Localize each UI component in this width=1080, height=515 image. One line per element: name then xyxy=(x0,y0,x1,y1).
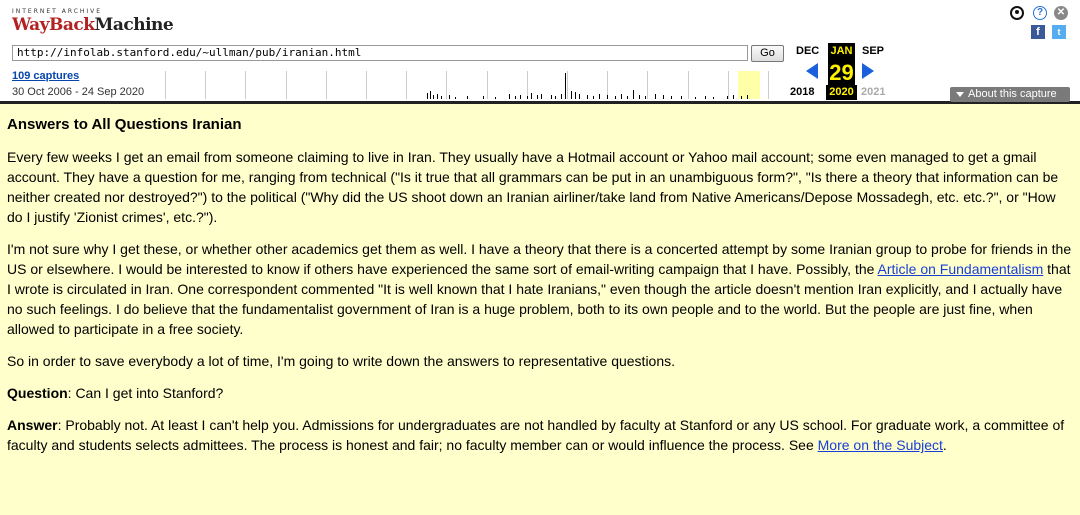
sparkline-bar xyxy=(433,95,434,99)
sparkline-bar xyxy=(575,92,576,99)
sparkline-year-divider xyxy=(326,71,327,99)
user-icon[interactable] xyxy=(1010,6,1024,20)
sparkline-year-divider xyxy=(205,71,206,99)
sparkline-bar xyxy=(537,95,538,99)
answer-1 xyxy=(7,415,1073,455)
sparkline-bar xyxy=(587,95,588,99)
sparkline-year-divider xyxy=(446,71,447,99)
sparkline-year-divider xyxy=(286,71,287,99)
sparkline-bar xyxy=(593,96,594,99)
url-input[interactable]: http://infolab.stanford.edu/~ullman/pub/iranian.html xyxy=(12,45,748,61)
help-icon[interactable]: ? xyxy=(1033,6,1047,20)
prev-month-label[interactable]: DEC xyxy=(796,45,820,57)
sparkline-bar xyxy=(495,97,496,99)
capture-date-range: 30 Oct 2006 - 24 Sep 2020 xyxy=(12,86,145,98)
more-on-subject-link[interactable]: More on the Subject xyxy=(817,437,943,453)
facebook-icon[interactable]: f xyxy=(1031,25,1045,39)
prev-capture-arrow-icon[interactable] xyxy=(806,63,818,79)
sparkline-year-divider xyxy=(688,71,689,99)
logo-wayback-part: WayBack xyxy=(12,15,95,35)
sparkline-bar xyxy=(430,91,431,99)
paragraph-theory xyxy=(7,239,1073,339)
next-year-label[interactable]: 2021 xyxy=(861,86,886,98)
twitter-icon[interactable]: t xyxy=(1052,25,1066,39)
question-label: Question xyxy=(7,385,68,401)
close-icon[interactable]: ✕ xyxy=(1054,6,1068,20)
sparkline-bar xyxy=(681,96,682,99)
sparkline-year-divider xyxy=(567,71,568,99)
sparkline-year-divider xyxy=(487,71,488,99)
answer-end: . xyxy=(942,437,947,453)
next-month-label[interactable]: SEP xyxy=(862,45,885,57)
go-button[interactable]: Go xyxy=(751,45,784,62)
answer-text: : Probably not. At least I can't help you. Admissions for undergraduates are not handled by faculty at Stanford or any US school. For graduate work, a committee of faculty and students selects admittees. The process is honest and fair; no faculty member can or would influence the process. See xyxy=(7,417,1065,453)
sparkline-bar xyxy=(615,96,616,99)
current-year-label: 2020 xyxy=(826,85,857,100)
sparkline-bar xyxy=(427,93,428,99)
wayback-logo[interactable] xyxy=(12,8,173,34)
sparkline-bar xyxy=(705,96,706,99)
logo-wayback-machine-text xyxy=(12,16,173,34)
sparkline-year-divider xyxy=(366,71,367,99)
sparkline-bar xyxy=(747,95,748,99)
sparkline-bar xyxy=(531,93,532,99)
sparkline-bar xyxy=(639,95,640,99)
paragraph-intro: Every few weeks I get an email from someone claiming to live in Iran. They usually have a Hotmail account or Yahoo mail account; some even managed to get a gmail account. They have a question for me, ranging from technical ("Is it true that all grammars can be put in an unambiguous form?", "Is there a theory that information can be neither created nor destroyed?") to the political ("Why did the US shoot down an Iranian airliner/take land from Native Americans/Depose Mossadegh, etc. etc.?", or "How do I justify 'Zionist crimes', etc.?"). xyxy=(7,149,1059,225)
sparkline-bar xyxy=(520,95,521,99)
captures-link[interactable]: 109 captures xyxy=(12,70,80,82)
sparkline-bar xyxy=(565,73,566,99)
sparkline-year-divider xyxy=(527,71,528,99)
sparkline-bar xyxy=(713,97,714,99)
sparkline-bar xyxy=(695,97,696,99)
article xyxy=(7,115,1073,467)
sparkline-year-divider xyxy=(165,71,166,99)
sparkline-bar xyxy=(527,96,528,99)
logo-machine-part: Machine xyxy=(94,15,174,35)
capture-sparkline[interactable] xyxy=(165,71,768,99)
question-text: : Can I get into Stanford? xyxy=(67,385,224,401)
sparkline-year-divider xyxy=(728,71,729,99)
paragraph-text: I'm not sure why I get these, or whether other academics get them as well. I have a theory that there is a concerted attempt by some Iranian group to probe for friends in the US or elsewhere. I would be interested to know if others have experienced the same sort of email-writing campaign that I have. Possibly, the xyxy=(7,241,1072,277)
current-day-label: 29 xyxy=(829,60,854,85)
sparkline-bar xyxy=(467,96,468,99)
dropdown-triangle-icon xyxy=(956,92,964,97)
sparkline-bar xyxy=(633,90,634,99)
sparkline-bar xyxy=(655,94,656,99)
sparkline-bar xyxy=(561,94,562,99)
sparkline-year-divider xyxy=(768,71,769,99)
sparkline-year-divider xyxy=(647,71,648,99)
sparkline-bar xyxy=(607,95,608,99)
sparkline-bar xyxy=(671,96,672,99)
wayback-toolbar xyxy=(0,0,1080,104)
sparkline-bar xyxy=(455,97,456,99)
sparkline-bar xyxy=(621,94,622,99)
sparkline-bar xyxy=(551,95,552,99)
sparkline-bar xyxy=(727,96,728,99)
sparkline-year-divider xyxy=(406,71,407,99)
logo-internet-archive-text: INTERNET ARCHIVE xyxy=(12,8,103,15)
sparkline-bar xyxy=(515,96,516,99)
sparkline-bar xyxy=(663,95,664,99)
sparkline-bar xyxy=(571,91,572,99)
sparkline-bar xyxy=(599,94,600,99)
sparkline-bar xyxy=(483,96,484,99)
sparkline-bar xyxy=(509,94,510,99)
sparkline-bar xyxy=(437,94,438,99)
prev-year-label[interactable]: 2018 xyxy=(790,86,815,98)
sparkline-year-divider xyxy=(245,71,246,99)
about-capture-label: About this capture xyxy=(968,88,1057,100)
question-1 xyxy=(7,383,1073,403)
sparkline-bar xyxy=(441,96,442,99)
sparkline-bar xyxy=(449,95,450,99)
sparkline-bar xyxy=(555,96,556,99)
next-capture-arrow-icon[interactable] xyxy=(862,63,874,79)
about-capture-button[interactable] xyxy=(950,87,1070,102)
sparkline-bar xyxy=(579,94,580,99)
fundamentalism-article-link[interactable]: Article on Fundamentalism xyxy=(877,261,1044,277)
current-month-label: JAN xyxy=(828,43,855,60)
answer-label: Answer xyxy=(7,417,58,433)
sparkline-current-year-highlight xyxy=(738,71,760,99)
sparkline-bar xyxy=(627,96,628,99)
sparkline-bar xyxy=(733,95,734,99)
paragraph-text: that I wrote is circulated in Iran. One correspondent commented "It is well known that I hate Iranians," even though the article doesn't mention Iran explicitly, and I actually have no such feelings. I do believe that the fundamentalist government of Iran is a huge problem, both to its own people and to the world. But the people are just fine, when allowed to participate in a free society. xyxy=(7,261,1071,337)
paragraph-save-time: So in order to save everybody a lot of time, I'm going to write down the answers to representative questions. xyxy=(7,353,676,369)
sparkline-bar xyxy=(741,96,742,99)
page-title: Answers to All Questions Iranian xyxy=(7,116,242,133)
sparkline-bar xyxy=(541,94,542,99)
sparkline-bar xyxy=(645,96,646,99)
